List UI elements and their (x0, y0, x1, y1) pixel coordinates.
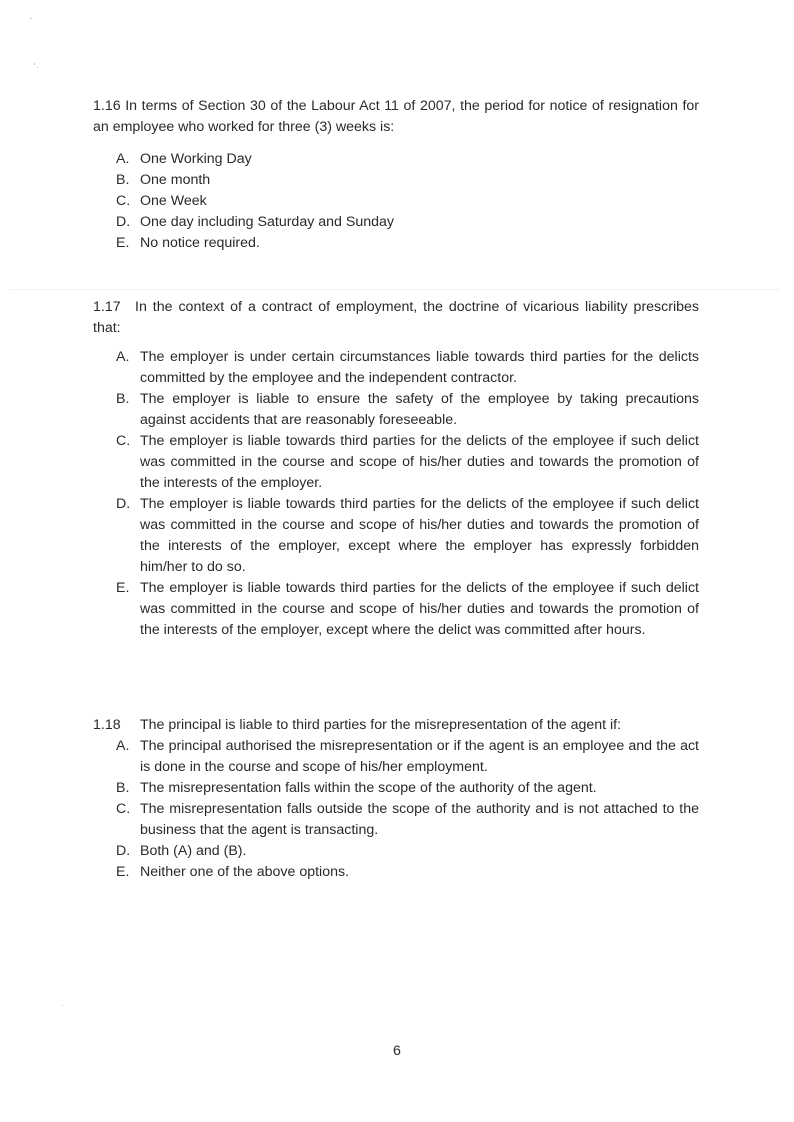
page-number: 6 (393, 1043, 401, 1059)
option-list (93, 149, 699, 254)
question-1-18 (93, 715, 699, 883)
option-text: The employer is liable towards third parties for the delicts of the employee if such delict was committed in the course and scope of his/her duties and towards the promotion of the interests of the employer. (140, 433, 699, 491)
option-text: The misrepresentation falls outside the scope of the authority and is not attached to the business that the agent is transacting. (140, 801, 699, 838)
option-e (93, 578, 699, 641)
scan-mark (37, 67, 38, 68)
option-text: Neither one of the above options. (140, 864, 350, 880)
scan-mark (30, 18, 32, 19)
option-letter: E. (116, 864, 130, 880)
option-list (93, 736, 699, 883)
option-letter: B. (116, 780, 130, 796)
option-letter: C. (116, 193, 131, 209)
option-b (93, 389, 699, 431)
option-letter: E. (116, 235, 130, 251)
scan-mark (34, 63, 35, 65)
option-text: The employer is liable to ensure the safety of the employee by taking precautions against accidents that are reasonably foreseeable. (140, 391, 699, 428)
option-a (93, 736, 699, 778)
option-letter: A. (116, 151, 130, 167)
option-letter: B. (116, 391, 130, 407)
option-text: One Working Day (140, 151, 252, 167)
option-list (93, 347, 699, 641)
option-letter: C. (116, 433, 131, 449)
question-number: 1.18 (93, 717, 121, 733)
option-text: The principal authorised the misrepresentation or if the agent is an employee and the act is done in the course and scope of his/her employment. (140, 738, 699, 775)
option-e (93, 862, 699, 883)
option-d (93, 841, 699, 862)
option-e (93, 233, 699, 254)
option-letter: A. (116, 349, 130, 365)
scan-mark (62, 1005, 63, 1006)
option-text: Both (A) and (B). (140, 843, 247, 859)
question-number: 1.17 (93, 299, 121, 315)
option-text: One month (140, 172, 211, 188)
option-letter: D. (116, 214, 131, 230)
option-text: The employer is liable towards third parties for the delicts of the employee if such delict was committed in the course and scope of his/her duties and towards the promotion of the interests of the employer, except where the employer has expressly forbidden him/her to do so. (140, 496, 699, 575)
option-letter: B. (116, 172, 130, 188)
option-letter: C. (116, 801, 131, 817)
question-stem (93, 297, 699, 339)
option-text: The misrepresentation falls within the scope of the authority of the agent. (140, 780, 597, 796)
option-c (93, 799, 699, 841)
option-c (93, 431, 699, 494)
question-text: In the context of a contract of employment, the doctrine of vicarious liability prescribes that: (93, 299, 699, 336)
option-a (93, 149, 699, 170)
question-1-17 (93, 297, 699, 641)
option-b (93, 778, 699, 799)
option-text: One day including Saturday and Sunday (140, 214, 394, 230)
option-text: No notice required. (140, 235, 260, 251)
option-text: The employer is liable towards third parties for the delicts of the employee if such delict was committed in the course and scope of his/her duties and towards the promotion of the interests of the employer, except where the delict was committed after hours. (140, 580, 699, 638)
option-b (93, 170, 699, 191)
option-letter: D. (116, 496, 131, 512)
scan-divider (10, 289, 780, 290)
option-letter: A. (116, 738, 130, 754)
option-a (93, 347, 699, 389)
option-d (93, 494, 699, 578)
question-stem: 1.16 In terms of Section 30 of the Labour Act 11 of 2007, the period for notice of resignation for an employee who worked for three (3) weeks is: (93, 98, 699, 135)
question-1-16 (93, 96, 699, 254)
question-stem (93, 715, 699, 736)
option-d (93, 212, 699, 233)
option-letter: E. (116, 580, 130, 596)
option-text: One Week (140, 193, 207, 209)
option-letter: D. (116, 843, 131, 859)
question-text: The principal is liable to third parties for the misrepresentation of the agent if: (140, 717, 622, 733)
option-c (93, 191, 699, 212)
option-text: The employer is under certain circumstances liable towards third parties for the delicts committed by the employee and the independent contractor. (140, 349, 699, 386)
